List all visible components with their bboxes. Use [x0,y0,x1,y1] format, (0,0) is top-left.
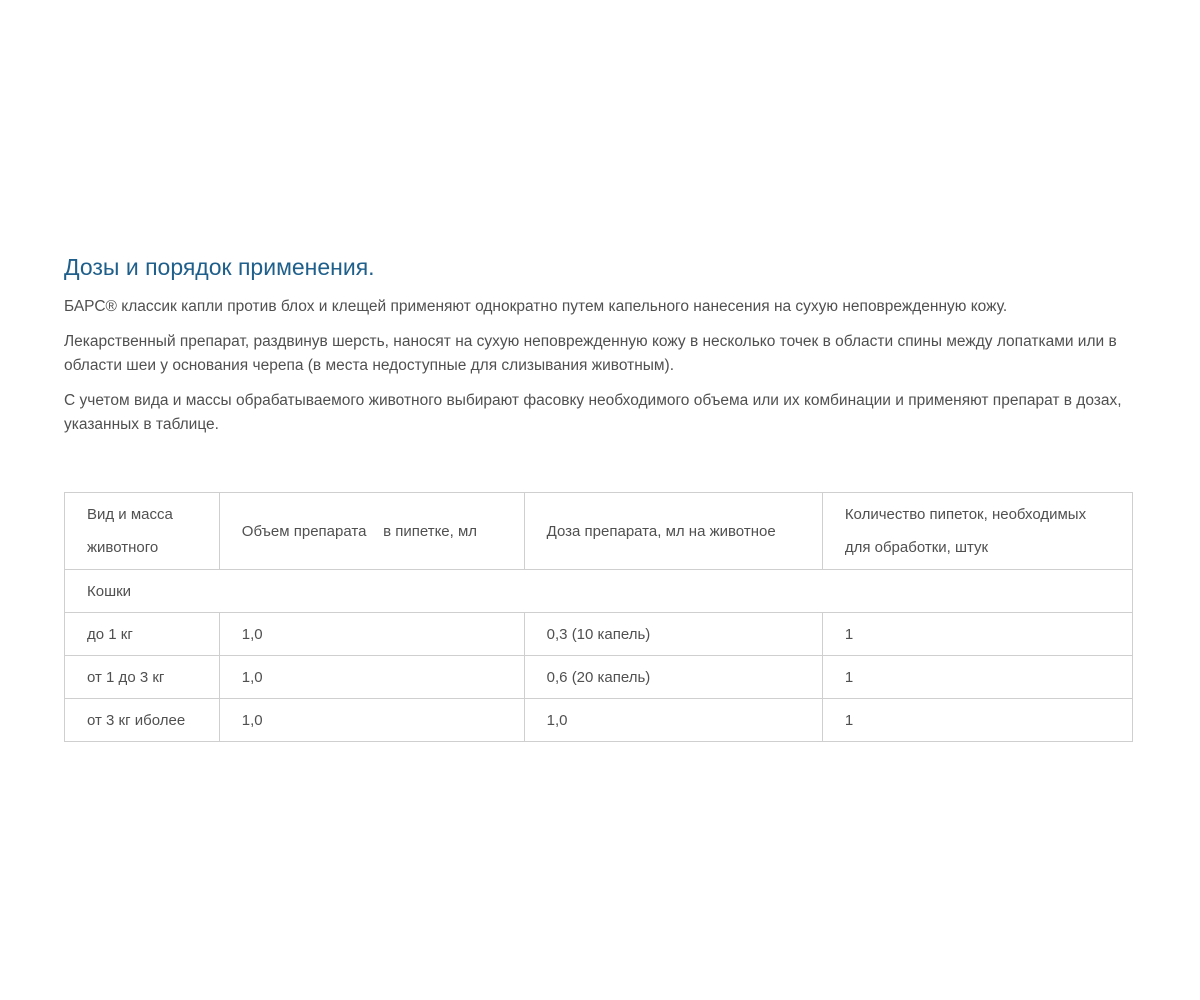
cell-weight: до 1 кг [65,613,220,656]
table-group-row [65,570,1133,613]
cell-count: 1 [822,613,1132,656]
cell-weight: от 3 кг иболее [65,699,220,742]
paragraph-application: БАРС® классик капли против блох и клещей применяют однократно путем капельного нанесения на сухую неповрежденную кожу. [64,298,1008,315]
cell-count: 1 [822,656,1132,699]
cell-volume: 1,0 [219,699,524,742]
dosage-section [64,253,1146,448]
paragraph-method: Лекарственный препарат, раздвинув шерсть, наносят на сухую неповрежденную кожу в несколько точек в области спины между лопатками или в области шеи у основания черепа (в места недоступные для слизывания животным). [64,333,1117,374]
header-dose-per-animal: Доза препарата, мл на животное [524,493,822,570]
cell-dose: 0,3 (10 капель) [524,613,822,656]
dosage-table [64,492,1133,742]
section-title: Дозы и порядок применения. [64,254,375,280]
cell-volume: 1,0 [219,656,524,699]
table-row [65,656,1133,699]
cell-count: 1 [822,699,1132,742]
table-header-row [65,493,1133,570]
cell-volume: 1,0 [219,613,524,656]
paragraph-dosage-selection: С учетом вида и массы обрабатываемого животного выбирают фасовку необходимого объема или их комбинации и применяют препарат в дозах, указанных в таблице. [64,392,1122,433]
header-species-weight: Вид и масса животного [65,493,220,570]
cell-weight: от 1 до 3 кг [65,656,220,699]
cell-dose: 1,0 [524,699,822,742]
header-pipette-volume: Объем препарата в пипетке, мл [219,493,524,570]
table-row [65,613,1133,656]
header-pipette-count: Количество пипеток, необходимых для обработки, штук [822,493,1132,570]
table-row [65,699,1133,742]
group-label-cats: Кошки [65,570,1133,613]
cell-dose: 0,6 (20 капель) [524,656,822,699]
